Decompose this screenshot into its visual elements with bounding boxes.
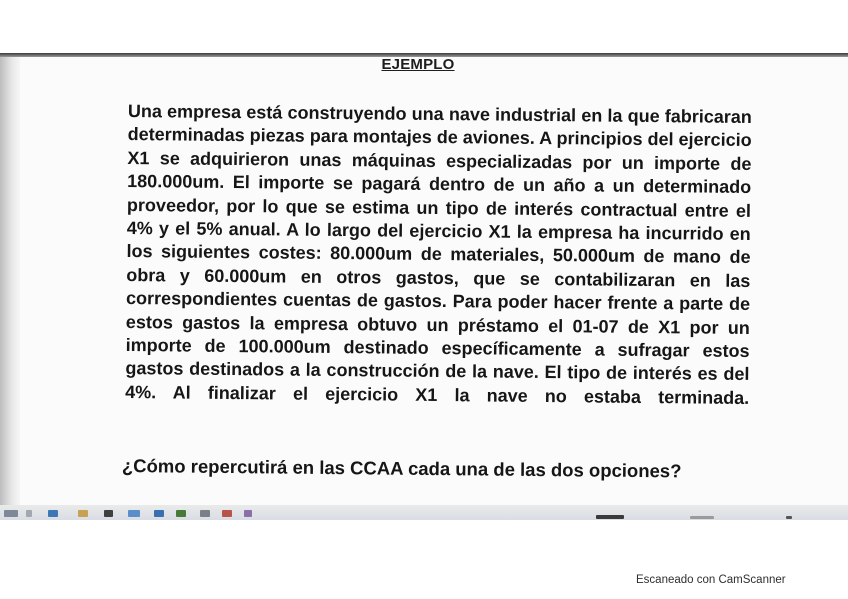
taskbar-icon: [222, 510, 232, 517]
camscanner-watermark: Escaneado con CamScanner: [636, 574, 786, 586]
taskbar-icon: [244, 510, 252, 517]
scan-left-shadow: [0, 57, 20, 505]
taskbar-icon: [48, 510, 58, 517]
page-heading: EJEMPLO: [381, 56, 455, 73]
exercise-paragraph: Una empresa está construyendo una nave industrial en la que fabricaran determinadas piezas para montajes de aviones. A principios del ejercicio X1 se adquirieron unas máquinas especializadas por un importe de 180.000um. El importe se pagará dentro de un año a un determinado proveedor, por lo que se estima un tipo de interés contractual entre el 4% y el 5% anual. A lo largo del ejercicio X1 la empresa ha incurrido en los siguientes costes: 80.000um de materiales, 50.000um de mano de obra y 60.000um en otros gastos, que se contabilizaran en las correspondientes cuentas de gastos. Para poder hacer frente a parte de estos gastos la empresa obtuvo un préstamo el 01-07 de X1 por un importe de 100.000um destinado específicamente a sufragar estos gastos destinados a la construcción de la nave. El tipo de interés es del 4%. Al finalizar el ejercicio X1 la nave no estaba terminada.: [125, 100, 752, 408]
exercise-question: ¿Cómo repercutirá en las CCAA cada una de las dos opciones?: [121, 455, 682, 482]
taskbar-icon: [104, 510, 113, 517]
taskbar-icon: [176, 510, 186, 517]
taskbar-icon: [200, 510, 210, 517]
scanned-page: [20, 57, 848, 505]
taskbar-strip: [0, 505, 848, 520]
taskbar-icon: [154, 510, 164, 517]
taskbar-icon: [128, 510, 140, 517]
taskbar-icon: [690, 516, 714, 519]
taskbar-icon: [4, 510, 18, 517]
taskbar-icon: [78, 510, 88, 517]
taskbar-icon: [26, 510, 32, 517]
taskbar-icon: [786, 516, 792, 519]
taskbar-icon: [596, 515, 624, 519]
